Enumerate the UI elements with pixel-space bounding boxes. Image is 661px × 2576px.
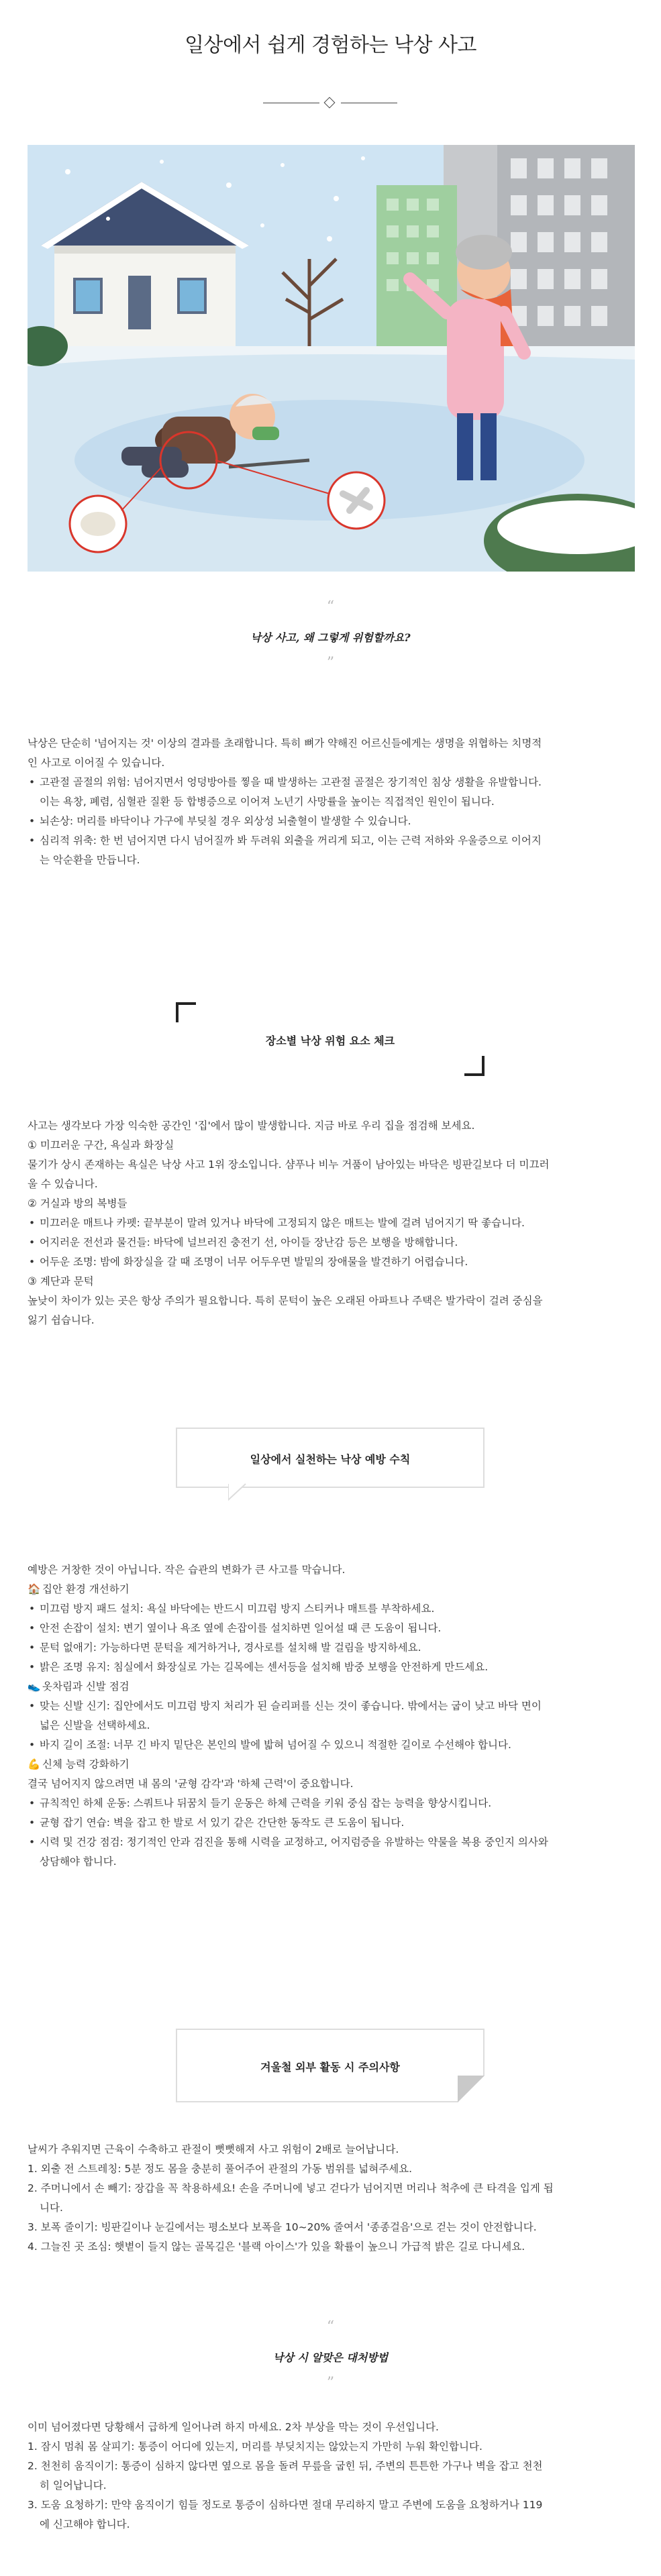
list-item: 1. 잠시 멈춰 몸 살피기: 통증이 어디에 있는지, 머리를 부딪치지는 않았는지 가만히 누워 확인합니다. bbox=[28, 2440, 482, 2453]
subheading: ② 거실과 방의 복병들 bbox=[28, 1197, 128, 1210]
section-heading-bracket bbox=[176, 1002, 485, 1076]
list-item: 4. 그늘진 곳 조심: 햇볕이 들지 않는 골목길은 '블랙 아이스'가 있을 확률이 높으니 가급적 밝은 길로 다니세요. bbox=[28, 2241, 525, 2253]
list-item: • 고관절 골절의 위험: 넘어지면서 엉덩방아를 찧을 때 발생하는 고관절 골절은 장기적인 침상 생활을 유발합니다. bbox=[28, 773, 635, 792]
list-item: • 밝은 조명 유지: 침실에서 화장실로 가는 길목에는 센서등을 설치해 밤중 보행을 안전하게 만드세요. bbox=[28, 1658, 635, 1677]
list-item: 3. 보폭 줄이기: 빙판길이나 눈길에서는 평소보다 보폭을 10~20% 줄여서 '종종걸음'으로 걷는 것이 안전합니다. bbox=[28, 2221, 537, 2233]
list-item: 2. 주머니에서 손 빼기: 장갑을 꼭 착용하세요! 손을 주머니에 넣고 걷다가 넘어지면 머리나 척추에 큰 타격을 입게 됩 bbox=[28, 2182, 554, 2194]
subheading bbox=[28, 1580, 635, 1599]
section5-body bbox=[28, 2418, 635, 2534]
quote-close-icon: ” bbox=[326, 655, 335, 672]
paragraph: 울 수 있습니다. bbox=[28, 1178, 98, 1190]
list-item-cont: 상담해야 합니다. bbox=[40, 1856, 117, 1868]
subheading-text: 옷차림과 신발 점검 bbox=[42, 1680, 130, 1693]
list-item: • 어두운 조명: 밤에 화장실을 갈 때 조명이 너무 어두우면 발밑의 장애물을 발견하기 어렵습니다. bbox=[28, 1252, 635, 1272]
section-heading: 겨울철 외부 활동 시 주의사항 bbox=[260, 2061, 400, 2074]
folded-corner-icon bbox=[458, 2076, 485, 2102]
shoe-icon: 👟 bbox=[28, 1680, 41, 1693]
paragraph: 날씨가 추워지면 근육이 수축하고 관절이 뻣뻣해져 사고 위험이 2배로 늘어납니다. bbox=[28, 2143, 399, 2155]
paragraph: 결국 넘어지지 않으려면 내 몸의 '균형 감각'과 '하체 근력'이 중요합니다. bbox=[28, 1778, 354, 1790]
section-question: 낙상 사고, 왜 그렇게 위험할까요? bbox=[250, 631, 411, 644]
section-question: 낙상 시 알맞은 대처방법 bbox=[272, 2351, 389, 2364]
home-icon: 🏠 bbox=[28, 1583, 41, 1595]
quote-close-icon: ” bbox=[326, 2375, 335, 2392]
section4-body bbox=[28, 2140, 635, 2257]
list-item-cont: 에 신고해야 합니다. bbox=[40, 2518, 130, 2530]
section-heading-card bbox=[176, 2029, 485, 2102]
title-divider bbox=[263, 98, 397, 107]
list-item: • 맞는 신발 신기: 집안에서도 미끄럼 방지 처리가 된 슬리퍼를 신는 것이 좋습니다. 밖에서는 굽이 낮고 바닥 면이 bbox=[28, 1697, 635, 1716]
paragraph: 사고는 생각보다 가장 익숙한 공간인 '집'에서 많이 발생합니다. 지금 바로 우리 집을 점검해 보세요. bbox=[28, 1120, 475, 1132]
list-item: • 시력 및 건강 점검: 정기적인 안과 검진을 통해 시력을 교정하고, 어지럼증을 유발하는 약물을 복용 중인지 의사와 bbox=[28, 1833, 635, 1852]
divider-diamond-icon bbox=[324, 97, 336, 109]
subheading-text: 신체 능력 강화하기 bbox=[42, 1758, 130, 1770]
speech-tail-icon bbox=[228, 1483, 247, 1501]
paragraph: 낙상은 단순히 '넘어지는 것' 이상의 결과를 초래합니다. 특히 뼈가 약해진 어르신들에게는 생명을 위협하는 치명적 bbox=[28, 737, 542, 749]
list-item-cont: 히 일어납니다. bbox=[40, 2479, 107, 2491]
list-item-cont: 니다. bbox=[40, 2202, 63, 2214]
subheading-text: 집안 환경 개선하기 bbox=[42, 1583, 130, 1595]
paragraph: 이미 넘어졌다면 당황해서 급하게 일어나려 하지 마세요. 2차 부상을 막는 것이 우선입니다. bbox=[28, 2421, 439, 2433]
list-item-cont: 넓은 신발을 선택하세요. bbox=[40, 1719, 150, 1731]
list-item: • 미끄러운 매트나 카펫: 끝부분이 말려 있거나 바닥에 고정되지 않은 매트는 발에 걸려 넘어지기 딱 좋습니다. bbox=[28, 1214, 635, 1233]
muscle-icon: 💪 bbox=[28, 1758, 41, 1770]
list-item: • 어지러운 전선과 물건들: 바닥에 널브러진 충전기 선, 아이들 장난감 등은 보행을 방해합니다. bbox=[28, 1233, 635, 1252]
list-item: • 미끄럼 방지 패드 설치: 욕실 바닥에는 반드시 미끄럼 방지 스티커나 매트를 부착하세요. bbox=[28, 1599, 635, 1619]
list-item: • 안전 손잡이 설치: 변기 옆이나 욕조 옆에 손잡이를 설치하면 일어설 때 큰 도움이 됩니다. bbox=[28, 1619, 635, 1638]
paragraph: 잃기 쉽습니다. bbox=[28, 1314, 95, 1326]
list-item: • 문턱 없애기: 가능하다면 문턱을 제거하거나, 경사로를 설치해 발 걸림을 방지하세요. bbox=[28, 1638, 635, 1658]
bracket-corner-icon bbox=[464, 1056, 485, 1076]
section-heading: 장소별 낙상 위험 요소 체크 bbox=[265, 1034, 395, 1047]
list-item: • 규칙적인 하체 운동: 스쿼트나 뒤꿈치 들기 운동은 하체 근력을 키워 중심 잡는 능력을 향상시킵니다. bbox=[28, 1794, 635, 1813]
list-item: 1. 외출 전 스트레칭: 5분 정도 몸을 충분히 풀어주어 관절의 가동 범위를 넓혀주세요. bbox=[28, 2163, 413, 2175]
list-item: • 균형 잡기 연습: 벽을 잡고 한 발로 서 있기 같은 간단한 동작도 큰 도움이 됩니다. bbox=[28, 1813, 635, 1833]
section-heading: 일상에서 실천하는 낙상 예방 수칙 bbox=[250, 1453, 411, 1466]
list-item: • 바지 길이 조절: 너무 긴 바지 밑단은 본인의 발에 밟혀 넘어질 수 있으니 적절한 길이로 수선해야 합니다. bbox=[28, 1735, 635, 1755]
subheading bbox=[28, 1755, 635, 1774]
subheading: ③ 계단과 문턱 bbox=[28, 1275, 94, 1287]
quote-open-icon: “ bbox=[326, 598, 335, 615]
subheading: ① 미끄러운 구간, 욕실과 화장실 bbox=[28, 1139, 174, 1151]
quote-open-icon: “ bbox=[326, 2318, 335, 2335]
section1-body bbox=[28, 734, 635, 870]
paragraph: 예방은 거창한 것이 아닙니다. 작은 습관의 변화가 큰 사고를 막습니다. bbox=[28, 1564, 346, 1576]
list-item-cont: 는 악순환을 만듭니다. bbox=[40, 854, 140, 866]
list-item: • 뇌손상: 머리를 바닥이나 가구에 부딪칠 경우 외상성 뇌출혈이 발생할 수 있습니다. bbox=[28, 812, 635, 831]
list-item: 3. 도움 요청하기: 만약 움직이기 힘들 정도로 통증이 심하다면 절대 무리하지 말고 주변에 도움을 요청하거나 119 bbox=[28, 2499, 543, 2511]
list-item: • 심리적 위축: 한 번 넘어지면 다시 넘어질까 봐 두려워 외출을 꺼리게 되고, 이는 근력 저하와 우울증으로 이어지 bbox=[28, 831, 635, 851]
section-heading-speech bbox=[176, 1428, 485, 1488]
paragraph: 높낮이 차이가 있는 곳은 항상 주의가 필요합니다. 특히 문턱이 높은 오래된 아파트나 주택은 발가락이 걸려 중심을 bbox=[28, 1295, 543, 1307]
section2-body bbox=[28, 1116, 635, 1330]
page-title: 일상에서 쉽게 경험하는 낙상 사고 bbox=[185, 34, 476, 57]
subheading bbox=[28, 1677, 635, 1697]
paragraph: 물기가 상시 존재하는 욕실은 낙상 사고 1위 장소입니다. 샴푸나 비누 거품이 남아있는 바닥은 빙판길보다 더 미끄러 bbox=[28, 1159, 550, 1171]
list-item-cont: 이는 욕창, 폐렴, 심혈관 질환 등 합병증으로 이어져 노년기 사망률을 높이는 직접적인 원인이 됩니다. bbox=[40, 796, 495, 808]
paragraph: 인 사고로 이어질 수 있습니다. bbox=[28, 757, 165, 769]
list-item: 2. 천천히 움직이기: 통증이 심하지 않다면 옆으로 몸을 돌려 무릎을 굽힌 뒤, 주변의 튼튼한 가구나 벽을 잡고 천천 bbox=[28, 2460, 543, 2472]
hero-illustration bbox=[28, 145, 635, 572]
section3-body bbox=[28, 1560, 635, 1872]
bracket-corner-icon bbox=[176, 1002, 196, 1022]
